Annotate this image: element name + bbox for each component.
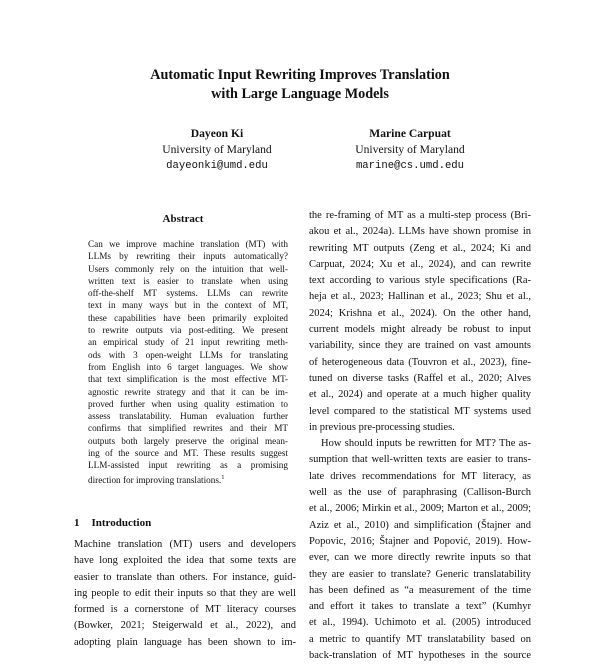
text-line: proved further when using quality estimation to [88, 398, 288, 409]
text-line: to rewrite outputs via post-editing. We present [88, 325, 288, 336]
text-line: direction for improving translations.$^1$ [88, 473, 225, 485]
title-line-2: with Large Language Models [211, 86, 389, 102]
text-line: Can we improve machine translation (MT) with [88, 239, 288, 249]
text-line: an empirical study of 21 input rewriting meth- [88, 337, 288, 348]
text-line: agnostic rewrite strategy and that it can be im- [88, 386, 288, 397]
text-line: level compared to the statistical MT systems used [309, 405, 531, 417]
intro-paragraph [309, 436, 531, 664]
text-line: in previous pre-processing studies. [309, 421, 455, 433]
author-name: Dayeon Ki [190, 127, 244, 140]
text-line: have long exploited the idea that some texts are [74, 555, 296, 567]
author-block-1 [117, 126, 317, 174]
author-email: marine@cs.umd.edu [355, 160, 465, 172]
text-line: akou et al., 2024a). LLMs have shown promise in [309, 226, 531, 238]
text-line: rewriting MT outputs (Zeng et al., 2024; Ki and [309, 242, 531, 254]
text-line: heja et al., 2023; Hallinan et al., 2023; Shu et al., [309, 291, 531, 303]
introduction-right-column [309, 208, 531, 664]
text-line: confirms that simplified rewrites and their MT [88, 423, 288, 434]
text-line: assess translatability. Human evaluation further [88, 411, 288, 422]
section-title: Introduction [91, 517, 152, 529]
text-line: variability, since they are trained on vast amounts [309, 340, 531, 352]
text-line: these capabilities have been primarily exploited [88, 312, 288, 323]
text-line: they are easier to translate? Generic translatability [309, 568, 531, 580]
text-line: tuned on diverse tasks (Raffel et al., 2020; Alves [309, 372, 531, 384]
footnote-marker: 1 [221, 473, 225, 481]
text-line: written text is easier to translate when using [88, 275, 288, 286]
text-line: 2024; Krishna et al., 2024). On the other hand, [309, 307, 531, 319]
text-line: Carpuat, 2024; Xu et al., 2024), and can rewrite [309, 258, 531, 270]
text-line: easier to translate than others. For instance, guid- [74, 571, 296, 583]
text-line: Machine translation (MT) users and developers [74, 539, 296, 550]
author-affiliation: University of Maryland [355, 143, 465, 156]
text-line: et al., 2024) and operate at a much higher quality [309, 389, 531, 401]
text-line: well as the use of paraphrasing (Callison-Burch [309, 487, 531, 499]
text-line: Aziz et al., 2010) and simplification (Štajner and [309, 519, 531, 531]
text-line: the re-framing of MT as a multi-step process (Bri- [309, 210, 531, 221]
text-line: of heterogeneous data (Touvron et al., 2023), fine- [309, 356, 531, 368]
text-line: formed is a cornerstone of MT literacy courses [74, 604, 296, 616]
text-line: et al., 1994). Uchimoto et al. (2005) introduced [309, 617, 531, 629]
text-line: sumption that well-written texts are easier to trans- [309, 454, 531, 466]
abstract-heading: Abstract [162, 213, 204, 225]
text-line: has been defined as “a measurement of the time [309, 584, 531, 596]
section-heading-introduction [74, 516, 294, 530]
author-email: dayeonki@umd.edu [166, 160, 268, 172]
text-line: adopting plain language has been shown to im- [74, 636, 296, 648]
intro-paragraph [309, 208, 531, 436]
text-line: et al., 2006; Mirkin et al., 2009; Marton et al., 2009; [309, 503, 531, 515]
text-line: text in many ways but in the context of MT, [88, 300, 288, 311]
title-line-1: Automatic Input Rewriting Improves Translation [150, 67, 450, 83]
text-line: and effort it takes to translate a text” (Kumhyr [309, 601, 531, 613]
author-affiliation: University of Maryland [162, 143, 272, 156]
text-line: LLM-assisted input rewriting as a promising [88, 460, 288, 471]
text-line: from English into 6 target languages. We show [88, 361, 288, 372]
text-line: ever, can we more directly rewrite inputs so that [309, 552, 531, 564]
text-line: Popovic, 2016; Štajner and Popović, 2019). How- [309, 535, 531, 547]
text-line: (Bowker, 2021; Steigerwald et al., 2022), and [74, 620, 296, 632]
text-line: off-the-shelf MT systems. LLMs can rewrite [88, 288, 288, 299]
text-line: that text simplification is the most effective MT- [88, 374, 288, 385]
section-number: 1 [74, 517, 80, 529]
text-line: back-translation of MT hypotheses in the source [309, 650, 531, 662]
text-line: ing of the source and MT. These results suggest [88, 448, 288, 459]
text-line: current models might already be robust to input [309, 324, 531, 336]
abstract-body [88, 238, 288, 486]
author-name: Marine Carpuat [369, 127, 451, 140]
text-line: How should inputs be rewritten for MT? The as- [321, 438, 531, 450]
text-line: LLMs by rewriting their inputs automatically? [88, 251, 288, 262]
text-line: late drives recommendations for MT literacy, as [309, 470, 531, 482]
introduction-left-column [74, 537, 296, 651]
text-line: text according to various style specifications (Ra- [309, 275, 531, 287]
text-line: ing people to edit their inputs so that they are well [74, 587, 296, 599]
text-line: Users commonly rely on the intuition that well- [88, 263, 288, 274]
paper-title [0, 66, 600, 104]
text-line: ods with 3 open-weight LLMs for translating [88, 349, 288, 360]
text-line: a metric to quantify MT translatability based on [309, 633, 531, 645]
author-block-2 [310, 126, 510, 174]
text-line: outputs both largely preserve the original mean- [88, 435, 288, 446]
